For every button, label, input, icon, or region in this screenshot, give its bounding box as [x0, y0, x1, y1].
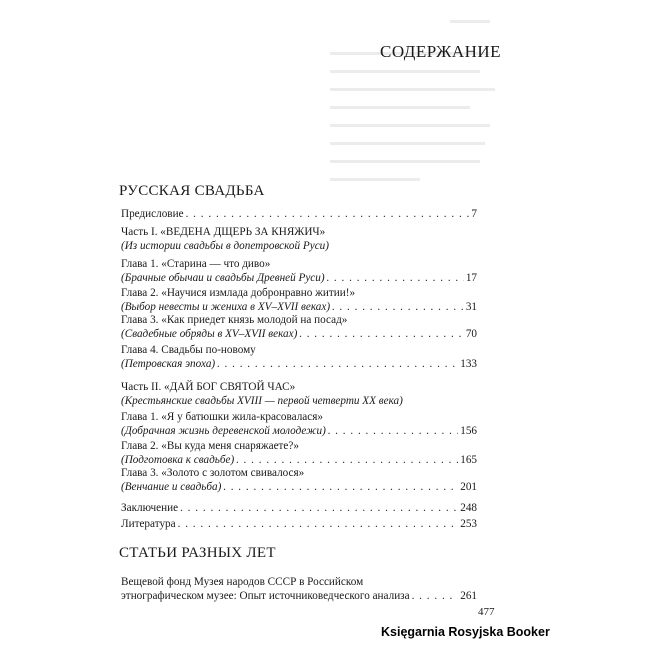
part1-heading: Часть I. «ВЕДЕНА ДЩЕРЬ ЗА КНЯЖИЧ»: [121, 226, 326, 238]
leader-dots: [236, 454, 458, 466]
entry-subtitle: (Свадебные обряды в XV–XVII веках): [121, 328, 298, 340]
part2-chapter2-heading: Глава 2. «Вы куда меня снаряжаете?»: [121, 440, 299, 452]
entry-page: 248: [460, 502, 477, 514]
entry-title: Литература: [121, 518, 176, 530]
page-title: СОДЕРЖАНИЕ: [380, 42, 502, 61]
part2-heading: Часть II. «ДАЙ БОГ СВЯТОЙ ЧАС»: [121, 381, 296, 393]
entry-page: 31: [465, 301, 477, 313]
part2-subtitle: (Крестьянские свадьбы XVIII — первой четверти XX века): [121, 395, 403, 407]
part2-chapter3-heading: Глава 3. «Золото с золотом свивалося»: [121, 467, 305, 479]
chapter4-heading: Глава 4. Свадьбы по-новому: [121, 344, 256, 356]
leader-dots: [412, 590, 459, 602]
entry-page: 7: [471, 208, 477, 220]
toc-entry-chapter2: [121, 301, 477, 313]
entry-page: 17: [465, 272, 477, 284]
entry-page: 261: [460, 590, 477, 602]
article1-line1: Вещевой фонд Музея народов СССР в Российском: [121, 576, 364, 588]
entry-page: 156: [460, 425, 477, 437]
leader-dots: [180, 502, 458, 514]
leader-dots: [223, 481, 458, 493]
entry-title: Заключение: [121, 502, 179, 514]
entry-subtitle: (Подготовка к свадьбе): [121, 454, 235, 466]
toc-entry-chapter3: [121, 328, 477, 340]
toc-entry-literature: [121, 518, 477, 530]
leader-dots: [299, 328, 463, 340]
chapter2-heading: Глава 2. «Научися измлада добронравно житии!»: [121, 287, 356, 299]
leader-dots: [332, 301, 464, 313]
leader-dots: [328, 425, 458, 437]
toc-entry-part2-chapter1: [121, 425, 477, 437]
show-through-text: [330, 12, 500, 192]
leader-dots: [178, 518, 459, 530]
toc-entry-chapter1: [121, 272, 477, 284]
toc-entry-part2-chapter2: [121, 454, 477, 466]
entry-subtitle: (Петровская эпоха): [121, 358, 216, 370]
entry-subtitle: (Добрачная жизнь деревенской молодежи): [121, 425, 326, 437]
section-heading-russian-wedding: РУССКАЯ СВАДЬБА: [119, 183, 265, 199]
entry-subtitle: (Брачные обычаи и свадьбы Древней Руси): [121, 272, 325, 284]
entry-page: 253: [460, 518, 477, 530]
entry-title: Предисловие: [121, 208, 184, 220]
chapter1-heading: Глава 1. «Старина — что диво»: [121, 258, 271, 270]
toc-entry-part2-chapter3: [121, 481, 477, 493]
entry-page: 70: [465, 328, 477, 340]
leader-dots: [186, 208, 470, 220]
toc-entry-article1: [121, 590, 477, 602]
part2-chapter1-heading: Глава 1. «Я у батюшки жила-красовалася»: [121, 411, 323, 423]
entry-subtitle: (Выбор невесты и жениха в XV–XVII веках): [121, 301, 331, 313]
leader-dots: [327, 272, 464, 284]
chapter3-heading: Глава 3. «Как приедет князь молодой на посад»: [121, 314, 348, 326]
page-number: 477: [478, 606, 495, 618]
toc-entry-chapter4: [121, 358, 477, 370]
entry-title: этнографическом музее: Опыт источниковедческого анализа: [121, 590, 410, 602]
leader-dots: [217, 358, 458, 370]
toc-entry-conclusion: [121, 502, 477, 514]
entry-page: 133: [460, 358, 477, 370]
entry-subtitle: (Венчание и свадьба): [121, 481, 222, 493]
section-heading-articles: СТАТЬИ РАЗНЫХ ЛЕТ: [119, 545, 276, 561]
part1-subtitle: (Из истории свадьбы в допетровской Руси): [121, 240, 330, 252]
entry-page: 165: [460, 454, 477, 466]
entry-page: 201: [460, 481, 477, 493]
toc-entry-preface: [121, 208, 477, 220]
watermark: Księgarnia Rosyjska Booker: [381, 625, 550, 639]
